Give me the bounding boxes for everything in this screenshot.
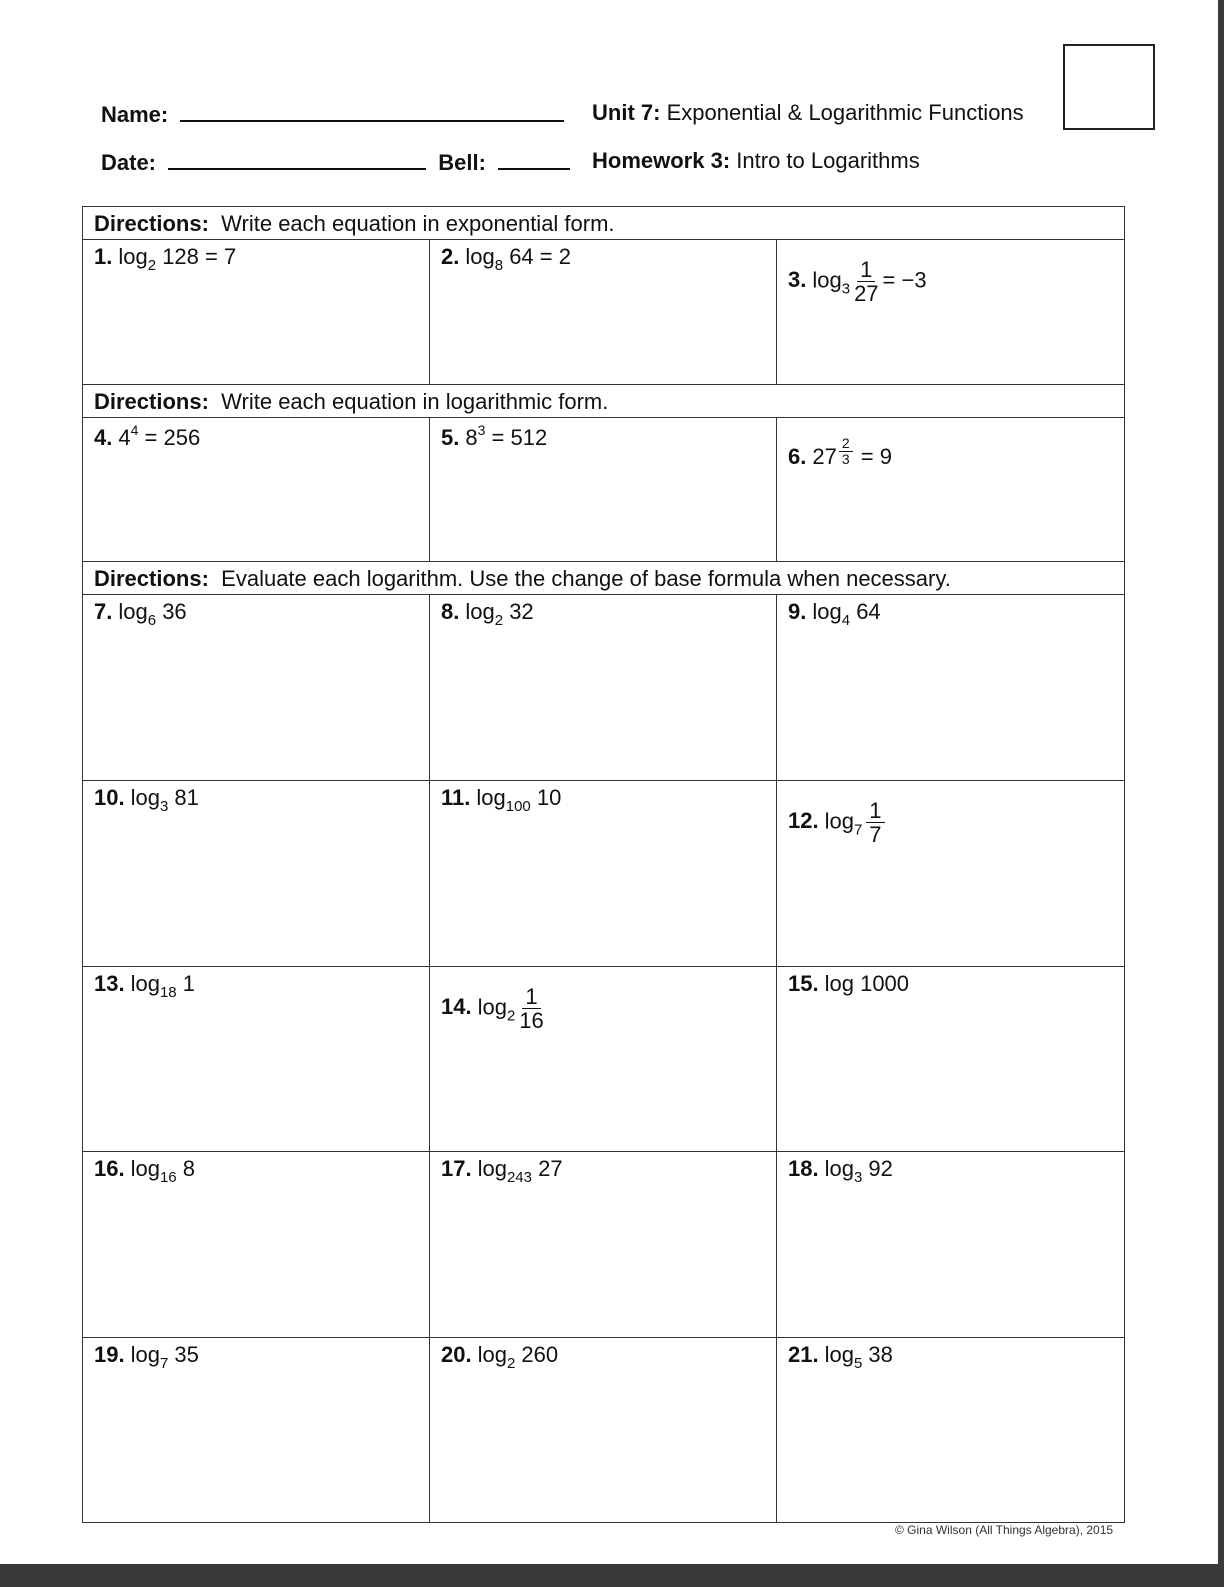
- log: log: [824, 1342, 854, 1367]
- problem-18[interactable]: [777, 1152, 1124, 1337]
- problem-19[interactable]: [83, 1338, 430, 1522]
- homework-title: [592, 148, 920, 174]
- problem-number: 5.: [441, 425, 460, 450]
- numerator: 1: [866, 799, 884, 823]
- directions-text: Evaluate each logarithm. Use the change of base formula when necessary.: [221, 566, 951, 591]
- log: log: [118, 244, 148, 269]
- result: 7: [224, 244, 237, 269]
- problem-number: 15.: [788, 971, 819, 996]
- problem-number: 4.: [94, 425, 113, 450]
- denominator: 3: [841, 450, 850, 467]
- numerator: 2: [839, 436, 853, 452]
- problem-20[interactable]: [430, 1338, 777, 1522]
- log: log: [477, 994, 507, 1020]
- problem-number: 9.: [788, 599, 807, 624]
- bell-label: Bell:: [438, 150, 486, 175]
- problem-11[interactable]: [430, 781, 777, 966]
- log: log: [130, 971, 160, 996]
- unit-label: Unit 7:: [592, 100, 661, 125]
- argument: 38: [868, 1342, 893, 1367]
- fraction: [866, 799, 884, 846]
- base: 3: [853, 1169, 863, 1186]
- copyright-footer: © Gina Wilson (All Things Algebra), 2015: [895, 1523, 1114, 1537]
- numerator: 1: [522, 985, 540, 1009]
- argument: 36: [162, 599, 187, 624]
- argument: 10: [536, 785, 562, 810]
- problem-number: 17.: [441, 1156, 472, 1181]
- problem-number: 20.: [441, 1342, 472, 1367]
- homework-name: Intro to Logarithms: [736, 148, 920, 173]
- problem-number: 7.: [94, 599, 113, 624]
- log: log: [824, 1156, 854, 1181]
- problem-12[interactable]: [777, 781, 1124, 966]
- problem-number: 8.: [441, 599, 460, 624]
- problem-number: 14.: [441, 994, 472, 1020]
- log: log: [824, 808, 854, 834]
- log: log: [477, 1156, 507, 1181]
- problem-number: 12.: [788, 808, 819, 834]
- problem-number: 16.: [94, 1156, 125, 1181]
- argument: 32: [509, 599, 534, 624]
- exponent: 3: [477, 422, 486, 438]
- problem-number: 21.: [788, 1342, 819, 1367]
- directions-evaluate: [83, 562, 1124, 595]
- problem-7[interactable]: [83, 595, 430, 780]
- problem-15[interactable]: [777, 967, 1124, 1151]
- homework-label: Homework 3:: [592, 148, 731, 173]
- fraction-exponent: [839, 436, 853, 466]
- argument: 1: [182, 971, 196, 996]
- unit-name: Exponential & Logarithmic Functions: [666, 100, 1024, 125]
- result: 9: [879, 444, 892, 469]
- result: 512: [510, 425, 548, 450]
- problem-number: 18.: [788, 1156, 819, 1181]
- problem-number: 13.: [94, 971, 125, 996]
- exponent: 4: [130, 422, 139, 438]
- denominator: 16: [519, 1008, 544, 1034]
- problem-17[interactable]: [430, 1152, 777, 1337]
- problem-number: 6.: [788, 444, 807, 469]
- name-field[interactable]: [180, 100, 564, 122]
- log: log: [465, 599, 495, 624]
- base: 3: [159, 798, 169, 815]
- log: log: [130, 785, 160, 810]
- problem-9[interactable]: [777, 595, 1124, 780]
- result: −3: [901, 267, 927, 293]
- argument: 64: [509, 244, 534, 269]
- base: 4: [841, 612, 851, 629]
- base: 6: [147, 612, 157, 629]
- argument: 35: [174, 1342, 199, 1367]
- directions-text: Write each equation in logarithmic form.: [221, 389, 609, 414]
- problem-21[interactable]: [777, 1338, 1124, 1522]
- equals: =: [491, 425, 505, 450]
- log: log: [130, 1156, 160, 1181]
- problem-4[interactable]: [83, 418, 430, 561]
- base: 243: [506, 1169, 532, 1186]
- numerator: 1: [857, 258, 875, 282]
- log: log: [130, 1342, 160, 1367]
- base: 3: [841, 280, 851, 298]
- base: 8: [494, 257, 504, 274]
- problem-number: 10.: [94, 785, 125, 810]
- log: log: [812, 599, 842, 624]
- problem-6[interactable]: [777, 418, 1124, 561]
- argument: 128: [162, 244, 199, 269]
- equals: =: [205, 244, 218, 269]
- date-label: Date:: [101, 150, 157, 175]
- log: log: [824, 971, 854, 996]
- problem-2[interactable]: [430, 240, 777, 384]
- base: 18: [159, 984, 177, 1001]
- result: 256: [163, 425, 201, 450]
- equals: =: [860, 444, 874, 469]
- problem-3[interactable]: [777, 240, 1124, 384]
- name-line: [101, 100, 564, 128]
- problem-5[interactable]: [430, 418, 777, 561]
- unit-title: [592, 100, 1024, 126]
- problem-number: 3.: [788, 267, 807, 293]
- directions-label: Directions:: [94, 566, 209, 591]
- problem-8[interactable]: [430, 595, 777, 780]
- argument: 92: [868, 1156, 893, 1181]
- base: 2: [506, 1007, 516, 1025]
- problem-number: 11.: [441, 785, 471, 810]
- score-box[interactable]: [1063, 44, 1155, 130]
- equals: =: [882, 267, 896, 293]
- problem-13[interactable]: [83, 967, 430, 1151]
- base: 100: [505, 798, 531, 815]
- argument: 64: [856, 599, 881, 624]
- base: 2: [506, 1355, 516, 1372]
- base: 27: [812, 444, 837, 469]
- bell-field[interactable]: [498, 148, 570, 170]
- base: 16: [159, 1169, 177, 1186]
- result: 2: [558, 244, 572, 269]
- directions-label: Directions:: [94, 389, 209, 414]
- argument: 8: [182, 1156, 196, 1181]
- base: 2: [494, 612, 504, 629]
- argument: 260: [521, 1342, 559, 1367]
- name-label: Name:: [101, 102, 169, 127]
- problem-number: 1.: [94, 244, 113, 269]
- argument: 1000: [860, 971, 910, 996]
- problem-number: 19.: [94, 1342, 125, 1367]
- log: log: [477, 1342, 507, 1367]
- fraction: [854, 258, 878, 305]
- directions-logarithmic: [83, 385, 1124, 418]
- problem-number: 2.: [441, 244, 460, 269]
- denominator: 7: [869, 822, 882, 848]
- log: log: [812, 267, 842, 293]
- argument: 27: [538, 1156, 563, 1181]
- date-field[interactable]: [168, 148, 426, 170]
- log: log: [476, 785, 506, 810]
- base: 7: [159, 1355, 169, 1372]
- equals: =: [144, 425, 158, 450]
- fraction: [519, 985, 543, 1032]
- equals: =: [539, 244, 553, 269]
- base: 5: [853, 1355, 863, 1372]
- base: 4: [118, 425, 131, 450]
- log: log: [118, 599, 148, 624]
- argument: 81: [174, 785, 199, 810]
- problem-16[interactable]: [83, 1152, 430, 1337]
- problem-14[interactable]: [430, 967, 777, 1151]
- directions-text: Write each equation in exponential form.: [221, 211, 615, 236]
- base: 7: [853, 821, 863, 839]
- base: 8: [465, 425, 478, 450]
- date-line: [101, 148, 570, 176]
- log: log: [465, 244, 495, 269]
- base: 2: [147, 257, 157, 274]
- directions-exponential: [83, 207, 1124, 240]
- directions-label: Directions:: [94, 211, 209, 236]
- denominator: 27: [854, 281, 879, 307]
- problem-10[interactable]: [83, 781, 430, 966]
- problem-1[interactable]: [83, 240, 430, 384]
- problem-grid: [82, 206, 1125, 1523]
